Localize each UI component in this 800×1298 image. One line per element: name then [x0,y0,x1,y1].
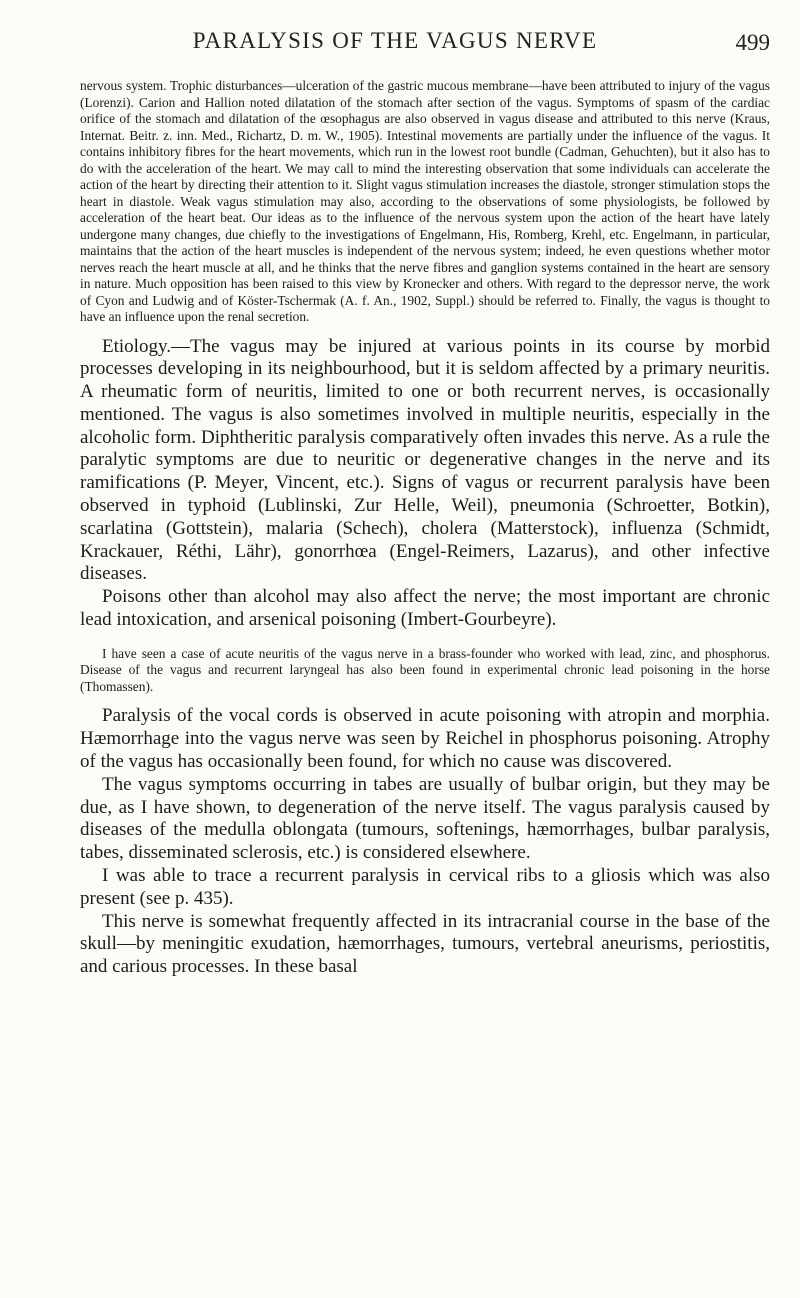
paragraph-poisons: Poisons other than alcohol may also affect the nerve; the most important are chronic lead intoxication, and arsenical poisoning (Imbert-Gourbeyre). [80,586,770,631]
page-number: 499 [735,30,770,55]
paragraph-intracranial-course: This nerve is somewhat frequently affected in its intracranial course in the base of the skull—by meningitic exudation, hæmorrhages, tumours, vertebral aneurisms, periostitis, and carious processes. In these basal [80,910,770,978]
paragraph-etiology: Etiology.—The vagus may be injured at various points in its course by morbid processes developing in its neighbourhood, but it is seldom affected by a primary neuritis. A rheumatic form of neuritis, limited to one or both recurrent nerves, is occasionally mentioned. The vagus is also sometimes involved in multiple neuritis, especially in the alcoholic form. Diphtheritic paralysis comparatively often invades this nerve. As a rule the paralytic symptoms are due to neuritic or degenerative changes in the nerve and its ramifications (P. Meyer, Vincent, etc.). Signs of vagus or recurrent paralysis have been observed in typhoid (Lublinski, Zur Helle, Weil), pneumonia (Schroetter, Botkin), scarlatina (Gottstein), malaria (Schech), cholera (Matterstock), influenza (Schmidt, Krackauer, Réthi, Lähr), gonorrhœa (Engel-Reimers, Lazarus), and other infective diseases. [80,335,770,585]
chapter-title: PARALYSIS OF THE VAGUS NERVE [192,28,598,53]
paragraph-tabes: The vagus symptoms occurring in tabes are usually of bulbar origin, but they may be due, as I have shown, to degeneration of the nerve itself. The vagus paralysis caused by diseases of the medulla oblongata (tumours, softenings, hæmorrhages, bulbar paralysis, tabes, disseminated sclerosis, etc.) is considered elsewhere. [80,773,770,864]
page-body [80,78,770,979]
paragraph-vocal-cords: Paralysis of the vocal cords is observed in acute poisoning with atropin and morphia. Hæmorrhage into the vagus nerve was seen by Reichel in phosphorus poisoning. Atrophy of the vagus has occasionally been found, for which no cause was discovered. [80,705,770,772]
paragraph-cervical-ribs: I was able to trace a recurrent paralysis in cervical ribs to a gliosis which was also present (see p. 435). [80,864,770,909]
paragraph-brass-founder-case: I have seen a case of acute neuritis of the vagus nerve in a brass-founder who worked with lead, zinc, and phosphorus. Disease of the vagus and recurrent laryngeal has also been found in experimental chronic lead poisoning in the horse (Thomassen). [80,645,770,694]
paragraph-cardiac-influence: nervous system. Trophic disturbances—ulceration of the gastric mucous membrane—have been attributed to injury of the vagus (Lorenzi). Carion and Hallion noted dilatation of the stomach after section of the vagus. Symptoms of spasm of the cardiac orifice of the stomach and dilatation of the œsophagus are also observed in vagus disease and attributed to this nerve (Kraus, Internat. Beitr. z. inn. Med., Richartz, D. m. W., 1905). Intestinal movements are partially under the influence of the vagus. It contains inhibitory fibres for the heart movements, which run in the lowest root bundle (Cadman, Gehuchten), but it also has to do with the acceleration of the heart. We may call to mind the interesting observation that some individuals can accelerate the action of the heart by directing their attention to it. Slight vagus stimulation increases the diastole, stronger stimulation stops the heart in diastole. Weak vagus stimulation may also, according to the observations of some physiologists, be followed by acceleration of the heart beat. Our ideas as to the influence of the nervous system upon the action of the heart have lately undergone many changes, due chiefly to the investigations of Engelmann, His, Romberg, Krehl, etc. Engelmann, in particular, maintains that the action of the heart muscles is independent of the nervous system; indeed, he even questions whether motor nerves reach the heart muscle at all, and he thinks that the nerve fibres and ganglion systems contained in the heart are sensory in nature. Much opposition has been raised to this view by Kronecker and others. With regard to the depressor nerve, the work of Cyon and Ludwig and of Köster-Tschermak (A. f. An., 1902, Suppl.) should be referred to. Finally, the vagus is thought to have an influence upon the renal secretion. [80,78,770,324]
running-head [80,20,770,60]
